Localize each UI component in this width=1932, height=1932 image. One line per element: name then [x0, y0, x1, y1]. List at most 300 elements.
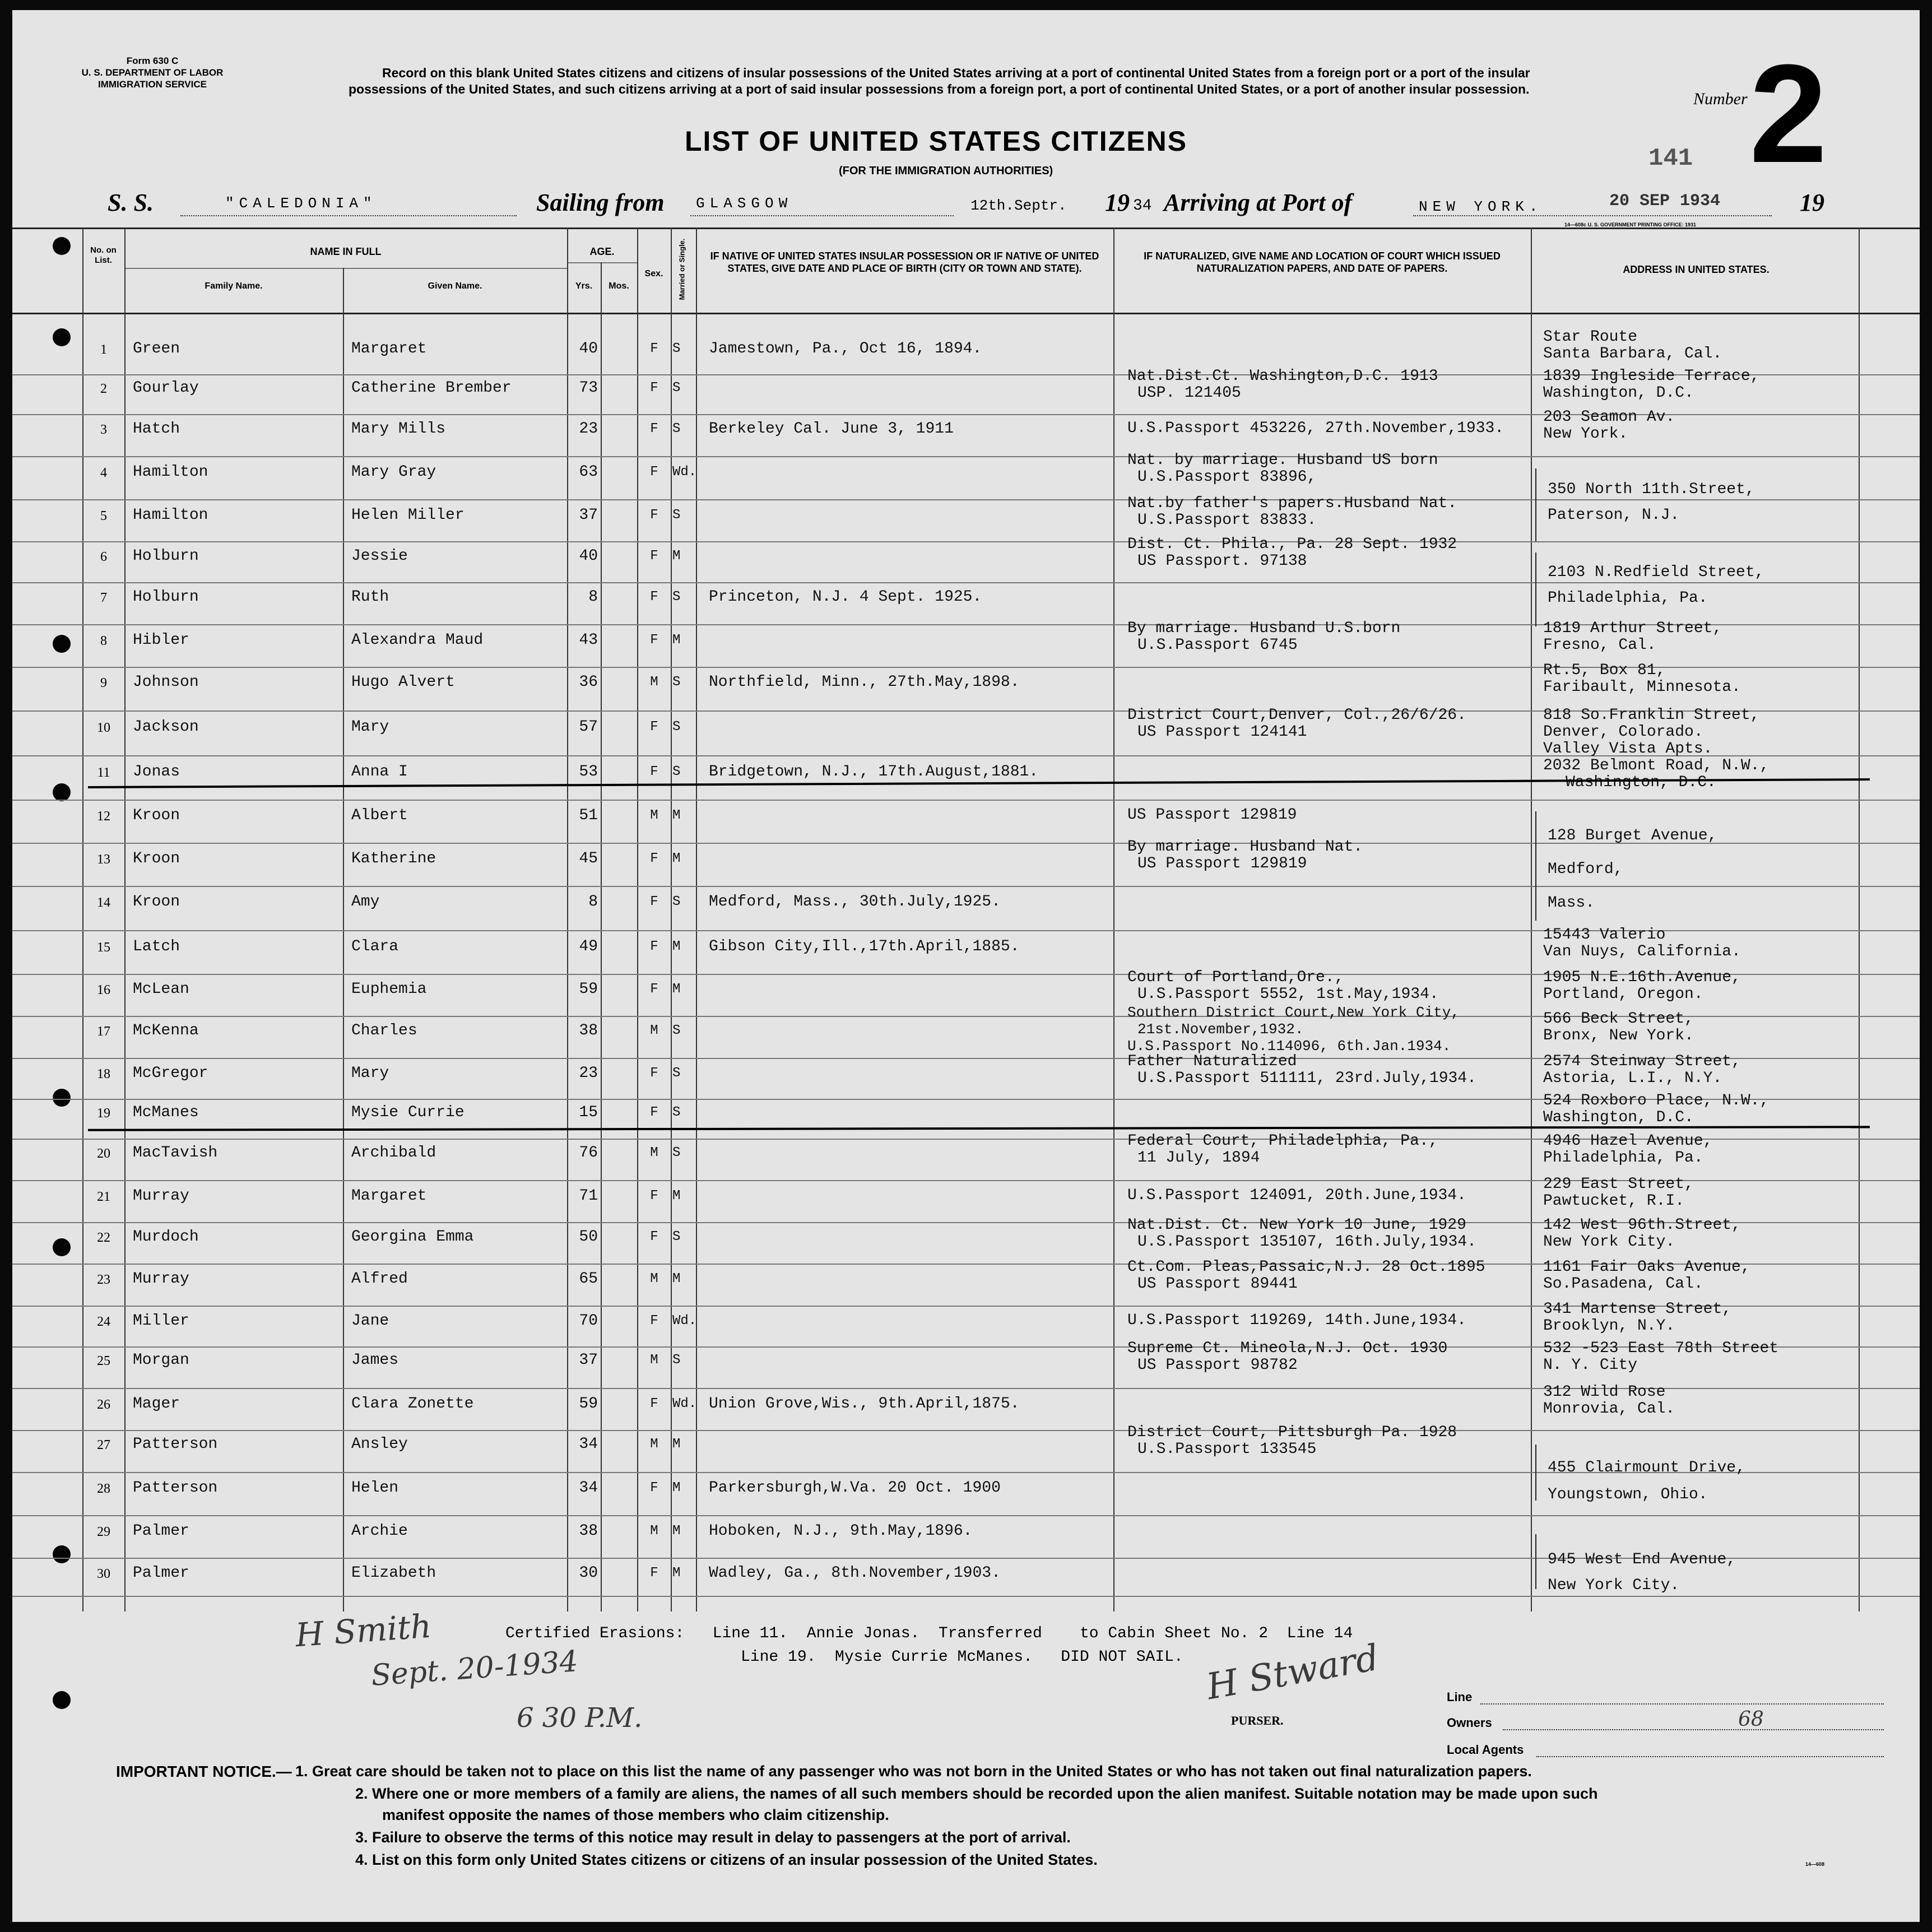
- family-name: Jackson: [133, 718, 199, 736]
- given-name: Archie: [351, 1522, 408, 1540]
- naturalization-line-2: US Passport 129819: [1137, 855, 1307, 872]
- birth-info: Berkeley Cal. June 3, 1911: [709, 420, 954, 438]
- marital-status: S: [672, 1023, 681, 1038]
- notice-1: 1. Great care should be taken not to place on this list the name of any passenger who was not born in the United States or who has not taken out final naturalization papers.: [295, 1763, 1532, 1780]
- address-line-1: 1905 N.E.16th.Avenue,: [1543, 969, 1741, 986]
- owners-underline: [1503, 1729, 1884, 1730]
- address-line-2: Philadelphia, Pa.: [1543, 1149, 1703, 1167]
- sex: M: [650, 1023, 658, 1038]
- row-number: 4: [100, 466, 107, 480]
- sex: F: [650, 465, 658, 480]
- family-name: Latch: [133, 938, 180, 955]
- age-years: 37: [579, 507, 598, 524]
- erasure-note-1: Certified Erasions: Line 11. Annie Jonas. Transferred to Cabin Sheet No. 2 Line 14: [505, 1625, 1353, 1642]
- page-title: LIST OF UNITED STATES CITIZENS: [685, 126, 1188, 157]
- naturalization-line-1: District Court,Denver, Col.,26/6/26.: [1127, 707, 1466, 724]
- age-years: 70: [579, 1312, 598, 1330]
- family-name: McManes: [133, 1104, 199, 1121]
- sex: F: [650, 421, 658, 436]
- naturalization-line-1: Nat.Dist.Ct. Washington,D.C. 1913: [1127, 368, 1438, 385]
- family-name: Hamilton: [133, 463, 208, 481]
- col-header-mos: Mos.: [609, 281, 629, 291]
- family-name: MacTavish: [133, 1144, 218, 1162]
- notice-2-cont: manifest opposite the names of those members who claim citizenship.: [382, 1806, 889, 1823]
- address-bracket: [1535, 1534, 1542, 1589]
- marital-status: Wd.: [672, 1396, 697, 1411]
- inspector-signature: H Smith: [294, 1606, 433, 1655]
- marital-status: S: [672, 589, 681, 605]
- age-years: 73: [579, 379, 598, 397]
- naturalization-line-2: US Passport 124141: [1137, 723, 1307, 741]
- row-number: 19: [97, 1106, 110, 1121]
- marital-status: S: [672, 1066, 681, 1081]
- family-name: McKenna: [133, 1022, 199, 1039]
- family-name: Johnson: [133, 674, 199, 691]
- naturalization-line-1: US Passport 129819: [1127, 806, 1297, 824]
- row-number: 16: [97, 983, 110, 997]
- given-name: Helen Miller: [351, 507, 465, 524]
- arrival-underline: [1413, 215, 1772, 216]
- manifest-sheet: [12, 10, 1920, 1922]
- sex: F: [650, 380, 658, 396]
- col-header-family: Family Name.: [205, 281, 263, 291]
- family-name: Murray: [133, 1187, 189, 1205]
- family-name: Murdoch: [133, 1228, 199, 1246]
- given-name: Alexandra Maud: [351, 631, 484, 649]
- address-line-2: Santa Barbara, Cal.: [1543, 345, 1722, 363]
- family-name: McLean: [133, 981, 189, 998]
- family-name: Palmer: [133, 1564, 189, 1582]
- address-line-2: Astoria, L.I., N.Y.: [1543, 1070, 1722, 1087]
- ship-underline: [180, 215, 517, 216]
- family-name: Jonas: [133, 763, 180, 781]
- marital-status: S: [672, 1353, 681, 1368]
- age-years: 53: [579, 763, 598, 781]
- naturalization-line-2: U.S.Passport 6745: [1137, 637, 1298, 654]
- col-header-sex: Sex.: [644, 269, 663, 278]
- address-line-1: 4946 Hazel Avenue,: [1543, 1132, 1713, 1150]
- erasure-note-2: Line 19. Mysie Currie McManes. DID NOT SAIL.: [741, 1648, 1183, 1666]
- row-number: 20: [97, 1146, 110, 1161]
- marital-status: S: [672, 1145, 681, 1160]
- address-line-1: 524 Roxboro Place, N.W.,: [1543, 1092, 1770, 1109]
- arriving-label: Arriving at Port of: [1164, 189, 1353, 216]
- header-bottom-rule: [12, 313, 1920, 314]
- naturalization-line-1: U.S.Passport 453226, 27th.November,1933.: [1127, 420, 1504, 437]
- marital-status: S: [672, 508, 681, 523]
- notice-4: 4. List on this form only United States citizens or citizens of an insular possession of the United States.: [355, 1851, 1098, 1868]
- row-number: 29: [97, 1525, 110, 1539]
- family-name: Mager: [133, 1395, 180, 1413]
- col-header-address: ADDRESS IN UNITED STATES.: [1623, 264, 1770, 275]
- naturalization-line-1: Southern District Court,New York City,: [1127, 1004, 1460, 1021]
- form-info: [57, 55, 248, 90]
- naturalization-line-2: U.S.Passport 135107, 16th.July,1934.: [1137, 1233, 1476, 1251]
- naturalization-line-1: Court of Portland,Ore.,: [1127, 969, 1344, 986]
- address-line-2: Portland, Oregon.: [1543, 986, 1703, 1003]
- given-name: Ansley: [351, 1436, 408, 1453]
- address-line-1: 229 East Street,: [1543, 1176, 1694, 1193]
- age-years: 40: [579, 340, 598, 357]
- address-line-3: Washington, D.C.: [1566, 774, 1716, 791]
- punch-hole: [53, 237, 71, 255]
- row-rule: [12, 1596, 1920, 1597]
- given-name: Albert: [351, 807, 408, 824]
- sex: M: [650, 1271, 658, 1287]
- birth-info: Parkersburgh,W.Va. 20 Oct. 1900: [709, 1479, 1001, 1497]
- address-line-2: Washington, D.C.: [1543, 384, 1694, 402]
- address-line-1: Star Route: [1543, 328, 1638, 346]
- age-years: 23: [579, 420, 598, 438]
- age-years: 8: [588, 588, 598, 606]
- arrival-stamp: 20 SEP 1934: [1609, 192, 1721, 211]
- naturalization-line-1: By marriage. Husband Nat.: [1127, 838, 1363, 856]
- row-rule: [12, 1430, 1920, 1431]
- marital-status: Wd.: [672, 465, 697, 480]
- given-name: Elizabeth: [351, 1564, 436, 1582]
- given-name: Anna I: [351, 763, 408, 781]
- col-header-yrs: Yrs.: [575, 281, 593, 291]
- sex: F: [650, 894, 658, 909]
- address-line-2: N. Y. City: [1543, 1357, 1638, 1374]
- sex: F: [650, 1396, 658, 1411]
- naturalization-line-1: Nat.by father's papers.Husband Nat.: [1127, 495, 1457, 512]
- given-name: Mysie Currie: [351, 1104, 465, 1121]
- address-bracket: [1535, 1445, 1542, 1501]
- address-line-2: Denver, Colorado.: [1543, 723, 1703, 741]
- given-name: James: [351, 1352, 399, 1369]
- address-line-1: 142 West 96th.Street,: [1543, 1216, 1741, 1234]
- given-name: Mary Mills: [351, 420, 446, 438]
- marital-status: S: [672, 421, 681, 436]
- sex: F: [650, 1229, 658, 1244]
- grouped-address-line-1: 350 North 11th.Street,: [1548, 481, 1755, 498]
- col-divider: [124, 227, 126, 1611]
- family-name: Green: [133, 340, 180, 357]
- notice-label: IMPORTANT NOTICE.—: [116, 1763, 292, 1780]
- address-line-2: Bronx, New York.: [1543, 1027, 1694, 1044]
- given-name: Amy: [351, 893, 380, 911]
- marital-status: M: [672, 633, 681, 648]
- sex: F: [650, 508, 658, 523]
- given-name: Helen: [351, 1479, 399, 1497]
- instructions: Record on this blank United States citizens and citizens of insular possessions of the United States arriving at a port of continental United States from a foreign port or a port of the insular possessions of the United States, and such citizens arriving at a port of said insular possessions from a foreign port, a port of continental United States, or a port of another insular possession.: [349, 66, 1530, 96]
- given-name: Charles: [351, 1022, 417, 1039]
- marital-status: S: [672, 764, 681, 779]
- naturalization-line-1: By marriage. Husband U.S.born: [1127, 620, 1401, 637]
- naturalization-line-2: USP. 121405: [1137, 384, 1241, 402]
- row-number: 27: [97, 1438, 110, 1452]
- marital-status: M: [672, 1566, 681, 1581]
- age-years: 43: [579, 631, 598, 649]
- address-line-1: 532 -523 East 78th Street: [1543, 1340, 1779, 1357]
- row-rule: [12, 499, 1920, 500]
- address-line-2: Pawtucket, R.I.: [1543, 1192, 1685, 1210]
- naturalization-line-2: US Passport 89441: [1137, 1275, 1298, 1293]
- row-rule: [12, 456, 1920, 457]
- marital-status: M: [672, 939, 681, 954]
- punch-hole: [53, 328, 71, 346]
- naturalization-line-2: U.S.Passport 133545: [1137, 1441, 1317, 1458]
- address-line-2: Brooklyn, N.Y.: [1543, 1317, 1675, 1335]
- age-years: 38: [579, 1022, 598, 1039]
- given-name: Hugo Alvert: [351, 674, 455, 691]
- grouped-address-line-2: Youngstown, Ohio.: [1548, 1486, 1708, 1503]
- naturalization-line-2: US Passport 98782: [1137, 1357, 1298, 1374]
- owners-label: Owners: [1447, 1716, 1492, 1730]
- sailing-port: GLASGOW: [696, 195, 793, 212]
- naturalization-line-1: Nat. by marriage. Husband US born: [1127, 452, 1438, 469]
- age-years: 36: [579, 674, 598, 691]
- naturalization-line-1: Dist. Ct. Phila., Pa. 28 Sept. 1932: [1127, 536, 1457, 553]
- grouped-address-line-1: 455 Clairmount Drive,: [1548, 1459, 1745, 1476]
- name-subrule: [124, 268, 567, 269]
- family-name: Morgan: [133, 1352, 189, 1369]
- row-number: 3: [100, 422, 107, 437]
- service: IMMIGRATION SERVICE: [98, 79, 207, 90]
- age-years: 71: [579, 1187, 598, 1205]
- address-line-2: 2032 Belmont Road, N.W.,: [1543, 757, 1770, 774]
- row-number: 8: [100, 634, 107, 648]
- age-years: 38: [579, 1522, 598, 1540]
- row-number: 17: [97, 1024, 110, 1039]
- given-name: Katherine: [351, 850, 436, 867]
- marital-status: M: [672, 808, 681, 823]
- sex: F: [650, 633, 658, 648]
- notice-3: 3. Failure to observe the terms of this notice may result in delay to passengers at the port of arrival.: [355, 1829, 1071, 1846]
- address-line-2: New York.: [1543, 425, 1628, 443]
- given-name: Euphemia: [351, 981, 427, 998]
- sex: F: [650, 1480, 658, 1496]
- row-rule: [12, 582, 1920, 583]
- naturalization-line-2: U.S.Passport 83896,: [1137, 468, 1317, 486]
- address-bracket: [1535, 811, 1542, 921]
- col-header-married: Married or Single.: [677, 238, 686, 300]
- row-number: 5: [100, 509, 107, 523]
- birth-info: Gibson City,Ill.,17th.April,1885.: [709, 938, 1020, 955]
- sheet-number: 2: [1749, 35, 1828, 192]
- row-number: 30: [97, 1567, 110, 1581]
- family-name: Hamilton: [133, 507, 208, 524]
- row-number: 21: [97, 1190, 110, 1204]
- family-name: McGregor: [133, 1065, 208, 1082]
- family-name: Hibler: [133, 631, 189, 649]
- marital-status: S: [672, 675, 681, 690]
- notice-2: 2. Where one or more members of a family are aliens, the names of all such members should be recorded upon the alien manifest. Suitable notation may be made upon such: [355, 1785, 1598, 1802]
- sex: M: [650, 675, 658, 690]
- ss-label: S. S.: [108, 189, 154, 216]
- row-rule: [12, 886, 1920, 887]
- address-line-1: 818 So.Franklin Street,: [1543, 707, 1760, 724]
- address-line-1: Valley Vista Apts.: [1543, 740, 1713, 758]
- given-name: Clara: [351, 938, 399, 955]
- given-name: Margaret: [351, 340, 427, 357]
- family-name: Miller: [133, 1312, 189, 1330]
- row-rule: [12, 800, 1920, 801]
- age-years: 59: [579, 981, 598, 998]
- marital-status: Wd.: [672, 1313, 697, 1329]
- birth-info: Wadley, Ga., 8th.November,1903.: [709, 1564, 1001, 1582]
- owners-value: 68: [1738, 1708, 1764, 1731]
- marital-status: M: [672, 982, 681, 997]
- naturalization-line-2: U.S.Passport 511111, 23rd.July,1934.: [1137, 1070, 1476, 1087]
- family-name: Kroon: [133, 850, 180, 867]
- col-header-birth: IF NATIVE OF UNITED STATES INSULAR POSSESSION OR IF NATIVE OF UNITED STATES, GIVE DATE AND PLACE OF BIRTH (CITY OR TOWN AND STATE).: [710, 250, 1099, 274]
- row-number: 23: [97, 1272, 110, 1287]
- row-number: 2: [100, 382, 107, 396]
- grouped-address-line-1: 2103 N.Redfield Street,: [1548, 564, 1764, 581]
- age-years: 8: [588, 893, 598, 911]
- family-name: Kroon: [133, 893, 180, 911]
- address-line-2: New York City.: [1543, 1233, 1675, 1251]
- family-name: Palmer: [133, 1522, 189, 1540]
- age-years: 15: [579, 1104, 598, 1121]
- row-number: 14: [97, 895, 110, 910]
- col-header-age: AGE.: [589, 246, 615, 257]
- sex: F: [650, 982, 658, 997]
- sex: F: [650, 764, 658, 779]
- birth-info: Northfield, Minn., 27th.May,1898.: [709, 674, 1020, 691]
- marital-status: M: [672, 1188, 681, 1204]
- sex: M: [650, 808, 658, 823]
- sex: M: [650, 1145, 658, 1160]
- address-line-2: So.Pasadena, Cal.: [1543, 1275, 1703, 1293]
- sex: F: [650, 851, 658, 866]
- marital-status: S: [672, 341, 681, 356]
- punch-hole: [53, 1089, 71, 1107]
- marital-status: M: [672, 1524, 681, 1539]
- marital-status: M: [672, 1271, 681, 1287]
- arrival-port: NEW YORK.: [1419, 198, 1543, 215]
- age-years: 59: [579, 1395, 598, 1413]
- marital-status: S: [672, 380, 681, 396]
- age-years: 45: [579, 850, 598, 867]
- address-line-1: 1161 Fair Oaks Avenue,: [1543, 1258, 1750, 1276]
- col-header-name: NAME IN FULL: [310, 246, 382, 257]
- family-name: Kroon: [133, 807, 180, 824]
- given-name: Clara Zonette: [351, 1395, 474, 1413]
- punch-hole: [53, 1691, 71, 1709]
- row-number: 12: [97, 809, 110, 824]
- col-divider: [1531, 227, 1532, 1611]
- age-subrule: [567, 262, 637, 263]
- naturalization-line-1: U.S.Passport 119269, 14th.June,1934.: [1127, 1312, 1466, 1329]
- ship-name: "CALEDONIA": [225, 195, 377, 212]
- age-years: 30: [579, 1564, 598, 1582]
- col-divider: [1859, 227, 1860, 1611]
- sex: F: [650, 589, 658, 605]
- grouped-address-line-3: Mass.: [1548, 894, 1595, 912]
- row-rule: [12, 541, 1920, 542]
- marital-status: S: [672, 719, 681, 735]
- row-number: 10: [97, 721, 110, 735]
- family-name: Gourlay: [133, 379, 199, 397]
- marital-status: S: [672, 1229, 681, 1244]
- birth-info: Hoboken, N.J., 9th.May,1896.: [709, 1522, 973, 1540]
- address-line-1: 2574 Steinway Street,: [1543, 1053, 1741, 1070]
- family-name: Patterson: [133, 1436, 218, 1453]
- naturalization-line-1: Nat.Dist. Ct. New York 10 June, 1929: [1127, 1216, 1466, 1234]
- naturalization-line-1: Father Naturalized: [1127, 1053, 1297, 1070]
- sex: F: [650, 1566, 658, 1581]
- address-line-1: Rt.5, Box 81,: [1543, 662, 1666, 679]
- sailing-date: 12th.Septr.: [970, 197, 1067, 214]
- sex: F: [650, 549, 658, 564]
- birth-info: Bridgetown, N.J., 17th.August,1881.: [709, 763, 1039, 781]
- strike-line-19: [88, 1126, 1870, 1131]
- row-number: 6: [100, 550, 107, 564]
- row-number: 18: [97, 1067, 110, 1081]
- department: U. S. DEPARTMENT OF LABOR: [81, 67, 224, 78]
- address-line-1: 1839 Ingleside Terrace,: [1543, 368, 1760, 385]
- punch-hole: [53, 635, 71, 653]
- naturalization-line-2: 21st.November,1932.: [1137, 1021, 1304, 1038]
- line-label: Line: [1447, 1690, 1473, 1704]
- sex: M: [650, 1353, 658, 1368]
- grouped-address-line-2: Paterson, N.J.: [1548, 507, 1680, 524]
- number-label: Number: [1693, 90, 1748, 108]
- naturalization-line-3: U.S.Passport No.114096, 6th.Jan.1934.: [1127, 1038, 1451, 1055]
- sex: F: [650, 1066, 658, 1081]
- naturalization-line-1: District Court, Pittsburgh Pa. 1928: [1127, 1424, 1457, 1441]
- stamp-number: 141: [1648, 145, 1693, 173]
- given-name: Mary: [351, 718, 389, 736]
- sex: F: [650, 719, 658, 735]
- address-bracket: [1535, 468, 1542, 541]
- address-line-1: 341 Martense Street,: [1543, 1301, 1732, 1318]
- birth-info: Jamestown, Pa., Oct 16, 1894.: [709, 340, 982, 357]
- table-top-rule: [12, 227, 1920, 229]
- purser-label: PURSER.: [1231, 1713, 1284, 1727]
- family-name: Murray: [133, 1270, 189, 1288]
- age-years: 23: [579, 1065, 598, 1082]
- given-name: Catherine Brember: [351, 379, 512, 397]
- given-name: Margaret: [351, 1187, 427, 1205]
- row-number: 13: [97, 852, 110, 867]
- naturalization-line-2: US Passport. 97138: [1137, 552, 1307, 570]
- form-number: Form 630 C: [126, 55, 179, 66]
- naturalization-line-1: Supreme Ct. Mineola,N.J. Oct. 1930: [1127, 1340, 1448, 1357]
- age-years: 34: [579, 1479, 598, 1497]
- col-divider: [601, 262, 602, 1611]
- grouped-address-line-1: 128 Burget Avenue,: [1548, 827, 1717, 844]
- col-divider: [1113, 227, 1114, 1611]
- row-number: 26: [97, 1397, 110, 1412]
- address-line-1: 566 Beck Street,: [1543, 1010, 1694, 1028]
- col-header-given: Given Name.: [428, 281, 482, 291]
- age-years: 40: [579, 547, 598, 565]
- grouped-address-line-1: 945 West End Avenue,: [1548, 1551, 1736, 1568]
- sex: F: [650, 939, 658, 954]
- given-name: Jane: [351, 1312, 389, 1330]
- bottom-code: 14—608: [1805, 1861, 1825, 1867]
- birth-info: Medford, Mass., 30th.July,1925.: [709, 893, 1001, 911]
- row-number: 11: [97, 765, 110, 780]
- punch-hole: [53, 1545, 71, 1563]
- given-name: Georgina Emma: [351, 1228, 474, 1246]
- address-bracket: [1535, 552, 1542, 626]
- age-years: 34: [579, 1436, 598, 1453]
- address-line-1: 1819 Arthur Street,: [1543, 620, 1722, 637]
- agents-underline: [1536, 1756, 1884, 1757]
- address-line-2: Van Nuys, California.: [1543, 943, 1741, 960]
- naturalization-line-2: U.S.Passport 5552, 1st.May,1934.: [1137, 986, 1439, 1003]
- marital-status: M: [672, 1480, 681, 1496]
- sex: F: [650, 1188, 658, 1204]
- marital-status: S: [672, 1105, 681, 1120]
- age-years: 49: [579, 938, 598, 955]
- family-name: Patterson: [133, 1479, 218, 1497]
